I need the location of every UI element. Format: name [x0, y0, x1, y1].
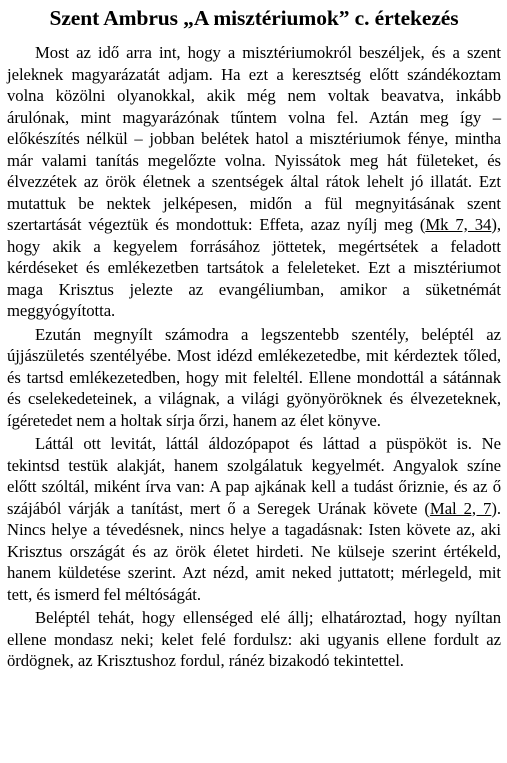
paragraph-3 [7, 433, 501, 605]
document-title: Szent Ambrus „A misztériumok” c. értekezés [49, 6, 459, 30]
paragraph-1-text-b: ), hogy akik a kegyelem forrásához jöttetek, megértsétek a feladott kérdéseket és emlékezetben tartsátok a feleleteket. Ezt a misztériumot maga Krisztus jelezte az evangéliumban, amikor a süketnémát meggyógyította. [7, 215, 501, 320]
paragraph-2-text: Ezután megnyílt számodra a legszentebb szentély, beléptél az újjászületés szentélyébe. Most idézd emlékezetedbe, mit kérdeztek tőled, és tartsd emlékezetedben, hogy mit feleltél. Ellene mondottál a sátánnak és cselekedeteinek, a világnak, a világi gyönyöröknek és élvezeteknek, ígéretedet nem a holtak sírja őrzi, hanem az élet könyve. [7, 324, 501, 430]
paragraph-3-text-a: Láttál ott levitát, láttál áldozópapot és láttad a püspököt is. Ne tekintsd testük alakját, hanem szolgálatuk kegyelmét. Angyalok színe előtt szóltál, miként írva van: A pap ajkának kell a tudást őriznie, és az ő szájából várják a tanítást, mert ő a Seregek Urának követe ( [7, 434, 501, 518]
paragraph-4-text: Beléptél tehát, hogy ellenséged elé állj; elhatároztad, hogy nyíltan ellene mondasz neki; kelet felé fordulsz: aki ugyanis ellene fordult az ördögnek, az Krisztushoz fordul, ránéz bizakodó tekintettel. [7, 608, 501, 670]
scripture-link-mal-2-7[interactable]: Mal 2, 7 [429, 498, 492, 518]
paragraph-4 [7, 607, 501, 672]
paragraph-3-text-b: ). Nincs helye a tévedésnek, nincs helye a tagadásnak: Isten követe az, aki Krisztus országát és az örök életet hirdeti. Ne külseje szerint értékeld, hanem küldetése szerint. Azt nézd, amit neked juttatott; mérlegeld, mit tett, és ismerd fel méltóságát. [7, 498, 501, 604]
paragraph-2 [7, 324, 501, 432]
scripture-link-mk-7-34[interactable]: Mk 7, 34 [425, 215, 492, 234]
paragraph-1 [7, 42, 501, 322]
paragraph-1-text-a: Most az idő arra int, hogy a misztériumokról beszéljek, és a szent jeleknek magyarázatát adjam. Ha ezt a keresztség előtt szándékoztam volna közölni olyanokkal, akik még nem voltak beavatva, inkább árulónak, mint magyarázónak tűntem volna fel. Aztán meg így – előkészítés nélkül – jobban belétek hatol a misztériumok fénye, mintha már valami tanítás megelőzte volna. Nyissátok meg hát fületeket, és élvezzétek az örök életnek a szentségek által rátok lehelt jó illatát. Ezt mutattuk be nektek jelképesen, midőn a fül megnyitásának szent szertartását végeztük és mondottuk: Effeta, azaz nyílj meg ( [7, 43, 501, 234]
